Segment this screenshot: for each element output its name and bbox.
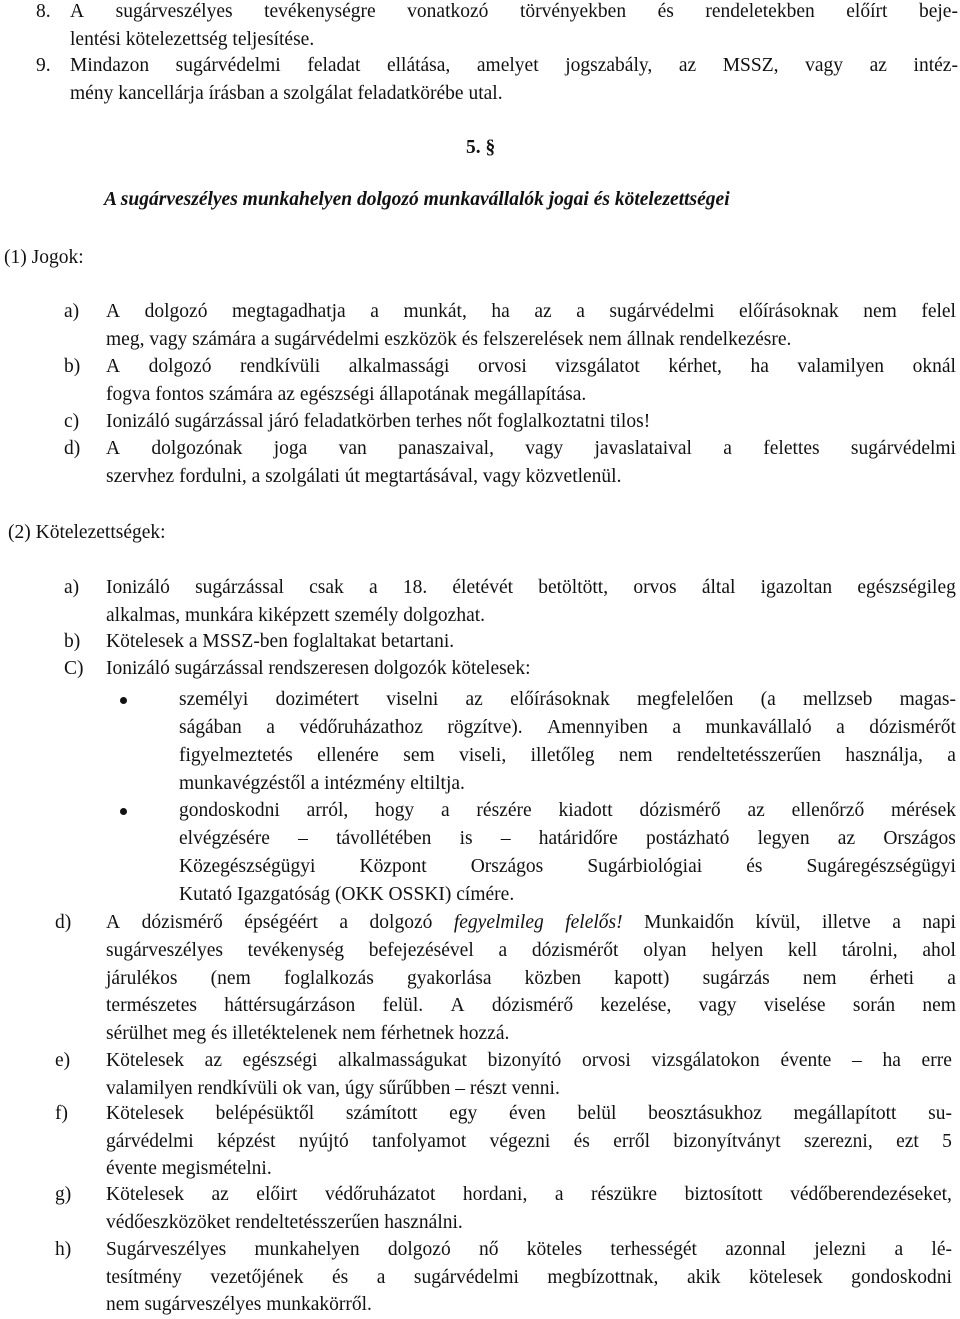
bullet-icon [120,697,127,704]
text-line: nem sugárveszélyes munkakörről. [106,1294,372,1316]
item-marker: 9. [36,55,51,76]
bullet-text-line: elvégzésére – távollétében is – határidőre postázható legyen az Országos [179,828,956,849]
duties-heading: (2) Kötelezettségek: [8,522,166,543]
bullet-text-line: Közegészségügyi Központ Országos Sugárbiológiai és Sugáregészségügyi [179,856,956,877]
text-line: sérülhet meg és illetéktelenek nem férhetnek hozzá. [106,1022,510,1044]
duty-marker: e) [55,1050,71,1071]
text-line: mény kancellárja írásban a szolgálat feladatkörébe utal. [70,82,503,104]
text-line: A dolgozó megtagadhatja a munkát, ha az a sugárvédelmi előírásoknak nem felel [106,301,956,322]
text-line: meg, vagy számára a sugárvédelmi eszközök és felszerelések nem állnak rendelkezésre. [106,328,792,350]
text-line: Ionizáló sugárzással rendszeresen dolgozók kötelesek: [106,658,531,679]
text-line: Kötelesek a MSSZ-ben foglaltakat betartani. [106,631,455,652]
bullet-text-line: ságában a védőruházathoz rögzítve). Amennyiben a munkavállaló a dózismérőt [179,717,956,738]
text-line: Sugárveszélyes munkahelyen dolgozó nő köteles terhességét azonnal jelezni a lé- [106,1239,952,1260]
text-line: A dolgozónak joga van panaszaival, vagy javaslataival a felettes sugárvédelmi [106,438,956,459]
rights-item-marker: a) [64,301,80,322]
rights-item-marker: c) [64,411,80,432]
duty-marker: f) [55,1103,68,1124]
text-line: tesítmény vezetőjének és a sugárvédelmi megbízottnak, akik kötelesek gondoskodni [106,1266,952,1288]
text-line: Kötelesek az egészségi alkalmasságukat bizonyító orvosi vizsgálatokon évente – ha erre [106,1050,952,1071]
section-title: A sugárveszélyes munkahelyen dolgozó munkavállalók jogai és kötelezettségei [104,189,730,210]
rights-heading: (1) Jogok: [4,247,84,268]
duty-marker: h) [55,1239,72,1260]
text-line: védőeszközöket rendeltetésszerűen használni. [106,1211,463,1233]
bullet-text-line: Kutató Igazgatóság (OKK OSSKI) címére. [179,884,515,905]
bullet-text-line: munkavégzéstől a intézmény eltiltja. [179,773,465,794]
text-line: járulékos (nem foglalkozás gyakorlása közben kapott) sugárzás nem érheti a [106,967,956,989]
item-marker: 8. [36,1,51,22]
rights-item-marker: b) [64,356,81,377]
text-line: Ionizáló sugárzással járó feladatkörben terhes nőt foglalkoztatni tilos! [106,411,651,432]
text-line: A dózismérő épségéért a dolgozó fegyelmileg felelős! Munkaidőn kívül, illetve a napi [106,912,956,933]
text-line: évente megismételni. [106,1158,272,1180]
bullet-text-line: gondoskodni arról, hogy a részére kiadott dózismérő az ellenőrző mérések [179,800,956,821]
text-line: gárvédelmi képzést nyújtó tanfolyamot végezni és erről bizonyítványt szerezni, ezt 5 [106,1130,952,1152]
duty-marker: a) [64,577,80,598]
text-line: lentési kötelezettség teljesítése. [70,28,315,50]
text-line: A dolgozó rendkívüli alkalmassági orvosi vizsgálatot kérhet, ha valamilyen oknál [106,356,956,377]
bullet-text-line: személyi dozimétert viselni az előírásoknak megfelelően (a mellzseb magas- [179,689,956,710]
duty-marker: b) [64,631,81,652]
bullet-text-line: figyelmeztetés ellenére sem viseli, illetőleg nem rendeltetésszerűen használja, a [179,745,956,766]
text-line: Mindazon sugárvédelmi feladat ellátása, amelyet jogszabály, az MSSZ, vagy az intéz- [70,55,958,76]
text-line: természetes háttérsugárzáson felül. A dózismérő kezelése, vagy viselése során nem [106,995,956,1017]
text-line: Kötelesek belépésüktől számított egy éven belül beosztásukhoz megállapított su- [106,1103,952,1124]
section-number: 5. § [466,137,496,158]
bullet-icon [120,808,127,815]
text-line: sugárveszélyes tevékenység befejezésével a dózismérőt olyan helyen kell tárolni, ahol [106,940,956,961]
duty-marker: d) [55,912,72,933]
text-line: valamilyen rendkívüli ok van, úgy sűrűbben – részt venni. [106,1077,560,1099]
text-line: alkalmas, munkára kiképzett személy dolgozhat. [106,604,486,626]
duty-marker: C) [64,658,84,679]
text-line: fogva fontos számára az egészségi állapotának megállapítása. [106,383,587,405]
text-line: Kötelesek az előirt védőruházatot hordani, a részükre biztosított védőberendezéseket, [106,1184,952,1205]
text-line: szervhez fordulni, a szolgálati út megtartásával, vagy közvetlenül. [106,465,622,487]
text-line: A sugárveszélyes tevékenységre vonatkozó törvényekben és rendeletekben előírt beje- [70,1,958,22]
rights-item-marker: d) [64,438,81,459]
text-line: Ionizáló sugárzással csak a 18. életévét betöltött, orvos által igazoltan egészségileg [106,577,956,598]
duty-marker: g) [55,1184,72,1205]
